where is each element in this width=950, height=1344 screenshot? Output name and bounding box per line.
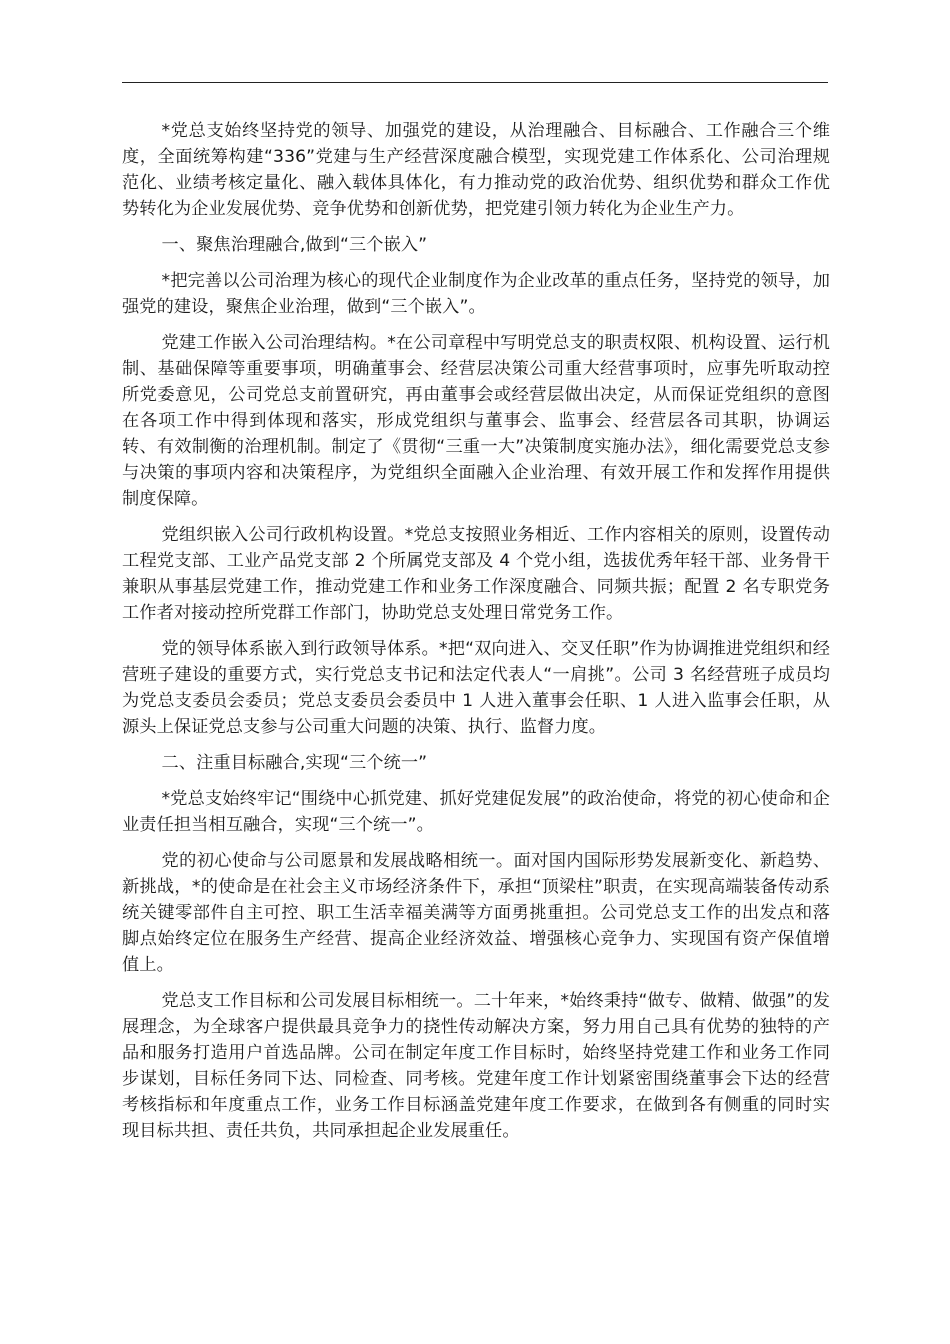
section-2-paragraph: *党总支始终牢记“围绕中心抓党建、抓好党建促发展”的政治使命，将党的初心使命和企业责任担当相互融合，实现“三个统一”。 xyxy=(122,789,830,835)
document-body xyxy=(122,118,830,1154)
section-1-heading: 一、聚焦治理融合,做到“三个嵌入” xyxy=(161,235,428,255)
intro-paragraph: *党总支始终坚持党的领导、加强党的建设，从治理融合、目标融合、工作融合三个维度，全面统筹构建“336”党建与生产经营深度融合模型，实现党建工作体系化、公司治理规范化、业绩考核定量化、融入载体具体化，有力推动党的政治优势、组织优势和群众工作优势转化为企业发展优势、竞争优势和创新优势，把党建引领力转化为企业生产力。 xyxy=(122,121,830,219)
header-rule xyxy=(122,82,828,83)
section-1-paragraph: 党组织嵌入公司行政机构设置。*党总支按照业务相近、工作内容相关的原则，设置传动工程党支部、工业产品党支部 2 个所属党支部及 4 个党小组，选拔优秀年轻干部、业务骨干兼职从事基层党建工作，推动党建工作和业务工作深度融合、同频共振；配置 2 名专职党务工作者对接动控所党群工作部门，协助党总支处理日常党务工作。 xyxy=(122,525,830,623)
section-1-paragraph: 党建工作嵌入公司治理结构。*在公司章程中写明党总支的职责权限、机构设置、运行机制、基础保障等重要事项，明确董事会、经营层决策公司重大经营事项时，应事先听取动控所党委意见，公司党总支前置研究，再由董事会或经营层做出决定，从而保证党组织的意图在各项工作中得到体现和落实，形成党组织与董事会、监事会、经营层各司其职，协调运转、有效制衡的治理机制。制定了《贯彻“三重一大”决策制度实施办法》，细化需要党总支参与决策的事项内容和决策程序，为党组织全面融入企业治理、有效开展工作和发挥作用提供制度保障。 xyxy=(122,333,830,509)
section-2-paragraph: 党总支工作目标和公司发展目标相统一。二十年来，*始终秉持“做专、做精、做强”的发展理念，为全球客户提供最具竞争力的挠性传动解决方案，努力用自己具有优势的独特的产品和服务打造用户首选品牌。公司在制定年度工作目标时，始终坚持党建工作和业务工作同步谋划，目标任务同下达、同检查、同考核。党建年度工作计划紧密围绕董事会下达的经营考核指标和年度重点工作，业务工作目标涵盖党建年度工作要求，在做到各有侧重的同时实现目标共担、责任共负，共同承担起企业发展重任。 xyxy=(122,991,830,1141)
section-1-paragraph: 党的领导体系嵌入到行政领导体系。*把“双向进入、交叉任职”作为协调推进党组织和经营班子建设的重要方式，实行党总支书记和法定代表人“一肩挑”。公司 3 名经营班子成员均为党总支委员会委员；党总支委员会委员中 1 人进入董事会任职、1 人进入监事会任职，从源头上保证党总支参与公司重大问题的决策、执行、监督力度。 xyxy=(122,639,830,737)
section-2-heading: 二、注重目标融合,实现“三个统一” xyxy=(161,753,428,773)
section-1-paragraph: *把完善以公司治理为核心的现代企业制度作为企业改革的重点任务，坚持党的领导，加强党的建设，聚焦企业治理，做到“三个嵌入”。 xyxy=(122,271,830,317)
section-2-paragraph: 党的初心使命与公司愿景和发展战略相统一。面对国内国际形势发展新变化、新趋势、新挑战，*的使命是在社会主义市场经济条件下，承担“顶梁柱”职责，在实现高端装备传动系统关键零部件自主可控、职工生活幸福美满等方面勇挑重担。公司党总支工作的出发点和落脚点始终定位在服务生产经营、提高企业经济效益、增强核心竞争力、实现国有资产保值增值上。 xyxy=(122,851,830,975)
